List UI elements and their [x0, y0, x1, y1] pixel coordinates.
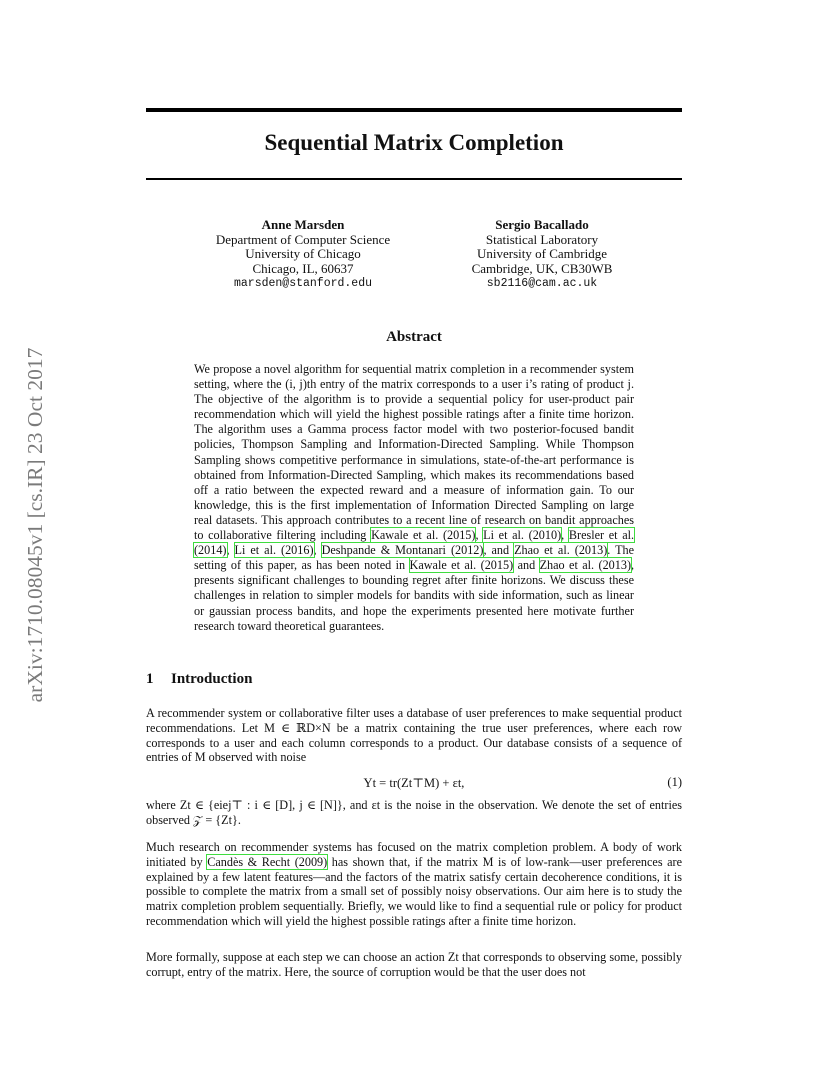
citation-link[interactable]: Candès & Recht (2009) [207, 854, 328, 869]
paragraph-text: has shown that, if the matrix M is of low-rank—user preferences are explained by a few latent features—and the factors of the matrix satisfy certain decoherence conditions, it is possible to complete the matrix from a small set of possibly noisy observations. Our aim here is to study the matrix completion problem sequentially. Briefly, we would like to find a sequential rule or policy for product recommendation which will yield the highest possible ratings after a finite time horizon. [146, 854, 683, 928]
arxiv-side-stamp: arXiv:1710.08045v1 [cs.IR] 23 Oct 2017 [23, 347, 47, 703]
intro-paragraph-2: where Zt ∈ {eiej⊤ : i ∈ [D], j ∈ [N]}, and εt is the noise in the observation. We denote the set of entries observed 𝒵 = {Zt}. [146, 798, 682, 827]
author-dept: Statistical Laboratory [485, 231, 599, 247]
author-email[interactable]: sb2116@cam.ac.uk [486, 276, 598, 290]
author-location: Cambridge, UK, CB30WB [471, 261, 613, 277]
abstract-body: We propose a novel algorithm for sequential matrix completion in a recommender system setting, where the (i, j)th entry of the matrix corresponds to a user i’s rating of product j. The objective of the algorithm is to provide a sequential policy for user-product pair recommendation which will yield the highest possible ratings after a finite time horizon. The algorithm uses a Gamma process factor model with two posterior-focused bandit policies, Thompson Sampling and Information-Directed Sampling. While Thompson Sampling shows competitive performance in simulations, state-of-the-art performance is obtained from Information-Directed Sampling, which makes its recommendations based off a ratio between the expected reward and a measure of information gain. To our knowledge, this is the first implementation of Information Directed Sampling on large real datasets. This approach contributes to a recent line of research on bandit approaches to collaborative filtering including Kawale et al. (2015), Li et al. (2010), Bresler et al. (2014), Li et al. (2016), Deshpande & Montanari (2012), and Zhao et al. (2013). The setting of this paper, as has been noted in Kawale et al. (2015) and Zhao et al. (2013), presents significant challenges to bounding regret after finite horizons. We discuss these challenges in relation to simpler models for bandits with side information, such as linear or gaussian process bandits, and hope the experiments presented here motivate further research toward theoretical guarantees. [194, 362, 635, 633]
title-bottom-rule [146, 178, 682, 180]
author-name: Anne Marsden [261, 217, 345, 232]
abstract-text: . The setting of this paper, as has been noted in [194, 543, 635, 573]
citation-link[interactable]: Deshpande & Montanari (2012) [321, 543, 484, 558]
author-name: Sergio Bacallado [495, 217, 589, 232]
author-dept: Department of Computer Science [215, 231, 391, 247]
paper-title: Sequential Matrix Completion [264, 130, 564, 155]
abstract-text: We propose a novel algorithm for sequential matrix completion in a recommender system setting, where the (i, j)th entry of the matrix corresponds to a user i’s rating of product j. The objective of the algorithm is to provide a sequential policy for user-product pair recommendation which will yield the highest possible ratings after a finite time horizon. The algorithm uses a Gamma process factor model with two posterior-focused bandit policies, Thompson Sampling and Information-Directed Sampling. While Thompson Sampling shows competitive performance in simulations, state-of-the-art performance is obtained from Information-Directed Sampling, which makes its recommendations based off a ratio between the expected reward and a measure of information gain. To our knowledge, this is the first implementation of Information Directed Sampling on large real datasets. This approach contributes to a recent line of research on bandit approaches to collaborative filtering including [194, 362, 634, 543]
author-email[interactable]: marsden@stanford.edu [233, 276, 373, 290]
author-block-2 [412, 218, 672, 292]
intro-paragraph-4: More formally, suppose at each step we can choose an action Zt that corresponds to observing some, possibly corrupt, entry of the matrix. Here, the source of corruption would be that the user does not [146, 950, 682, 979]
intro-paragraph-3 [146, 840, 682, 929]
abstract-heading: Abstract [386, 329, 442, 345]
equation-number: (1) [667, 775, 682, 789]
author-institution: University of Chicago [245, 246, 361, 262]
section-number: 1 [146, 671, 154, 687]
abstract-conjunction: and [517, 558, 536, 573]
author-institution: University of Cambridge [477, 246, 607, 262]
author-block-1 [173, 218, 433, 292]
author-location: Chicago, IL, 60637 [252, 261, 354, 277]
citation-link[interactable]: Li et al. (2016) [234, 543, 314, 558]
paragraph-text: Much research on recommender systems has focused on the matrix completion problem. A body of work initiated by [146, 840, 682, 869]
citation-link[interactable]: Zhao et al. (2013) [539, 558, 632, 573]
section-heading [146, 671, 252, 688]
intro-paragraph-1: A recommender system or collaborative filter uses a database of user preferences to make sequential product recommendations. Let M ∈ ℝD×N be a matrix containing the true user preferences, where each row corresponds to a user and each column corresponds to a product. Our database consists of a sequence of entries of M observed with noise [146, 706, 682, 765]
title-top-rule [146, 108, 682, 112]
citation-link[interactable]: Li et al. (2010) [483, 528, 562, 543]
equation-body: Yt = tr(Zt⊤M) + εt, [363, 776, 465, 790]
citation-link[interactable]: Kawale et al. (2015) [409, 558, 514, 573]
section-title-text: Introduction [171, 671, 253, 687]
citation-link[interactable]: Zhao et al. (2013) [514, 543, 608, 558]
citation-link[interactable]: Bresler et al. (2014) [194, 528, 635, 558]
abstract-text: , presents significant challenges to bounding regret after finite horizons. We discuss these challenges in relation to simpler models for bandits with side information, such as linear or gaussian process bandits, and hope the experiments presented here motivate further research toward theoretical guarantees. [194, 558, 635, 633]
citation-link[interactable]: Kawale et al. (2015) [371, 528, 476, 543]
